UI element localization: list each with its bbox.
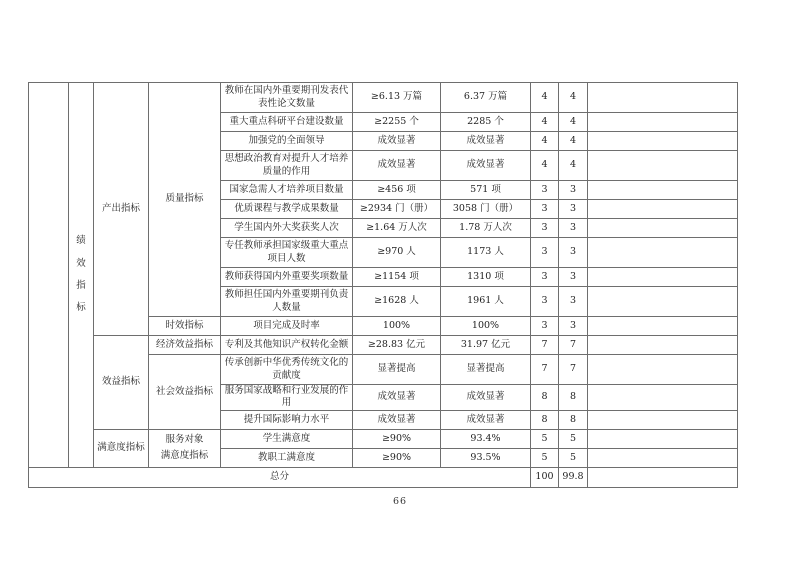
cell-target-value: ≥6.13 万篇	[353, 83, 441, 113]
cell-target-value: ≥2255 个	[353, 113, 441, 132]
table-row	[29, 429, 738, 448]
cell-indicator-name: 国家急需人才培养项目数量	[221, 181, 353, 200]
cell-remark-empty	[588, 429, 738, 448]
cell-remark-empty	[588, 113, 738, 132]
cell-score: 5	[559, 448, 588, 467]
cell-indicator-name: 提升国际影响力水平	[221, 410, 353, 429]
total-row	[29, 467, 738, 487]
cell-indicator-name: 项目完成及时率	[221, 317, 353, 336]
cell-score: 3	[559, 317, 588, 336]
cell-weight: 4	[531, 83, 559, 113]
cell-subgroup-economic: 经济效益指标	[149, 336, 221, 355]
table-row	[29, 83, 738, 113]
cell-score: 4	[559, 132, 588, 151]
cell-subgroup-timeliness: 时效指标	[149, 317, 221, 336]
cell-weight: 7	[531, 336, 559, 355]
cell-score: 3	[559, 238, 588, 268]
cell-indicator-name: 专任教师承担国家级重大重点项目人数	[221, 238, 353, 268]
cell-weight: 5	[531, 429, 559, 448]
cell-score: 8	[559, 410, 588, 429]
cell-subgroup-service-target: 服务对象 满意度指标	[149, 429, 221, 467]
cell-remark-empty	[588, 448, 738, 467]
cell-weight: 8	[531, 385, 559, 411]
cell-weight: 4	[531, 113, 559, 132]
cell-weight: 3	[531, 268, 559, 287]
cell-target-value: 显著提高	[353, 355, 441, 385]
cell-actual-value: 93.4%	[441, 429, 531, 448]
cell-target-value: 成效显著	[353, 132, 441, 151]
cell-actual-value: 2285 个	[441, 113, 531, 132]
cell-indicator-name: 教职工满意度	[221, 448, 353, 467]
cell-score: 7	[559, 355, 588, 385]
cell-score: 3	[559, 200, 588, 219]
cell-actual-value: 93.5%	[441, 448, 531, 467]
cell-actual-value: 显著提高	[441, 355, 531, 385]
cell-remark-empty	[588, 219, 738, 238]
cell-score: 3	[559, 268, 588, 287]
cell-actual-value: 成效显著	[441, 410, 531, 429]
cell-score: 3	[559, 287, 588, 317]
cell-weight: 3	[531, 219, 559, 238]
cell-actual-value: 1173 人	[441, 238, 531, 268]
cell-score: 7	[559, 336, 588, 355]
cell-actual-value: 成效显著	[441, 151, 531, 181]
cell-target-value: ≥28.83 亿元	[353, 336, 441, 355]
cell-target-value: 成效显著	[353, 410, 441, 429]
cell-group-benefit: 效益指标	[94, 336, 149, 430]
cell-remark-empty	[588, 200, 738, 219]
cell-actual-value: 成效显著	[441, 132, 531, 151]
cell-remark-empty	[588, 467, 738, 487]
cell-group-output: 产出指标	[94, 83, 149, 336]
cell-remark-empty	[588, 317, 738, 336]
cell-weight: 3	[531, 181, 559, 200]
cell-weight: 3	[531, 238, 559, 268]
cell-weight: 3	[531, 200, 559, 219]
cell-score: 4	[559, 83, 588, 113]
cell-indicator-name: 思想政治教育对提升人才培养质量的作用	[221, 151, 353, 181]
cell-actual-value: 3058 门（册）	[441, 200, 531, 219]
cell-score: 8	[559, 385, 588, 411]
cell-indicator-name: 服务国家战略和行业发展的作用	[221, 385, 353, 411]
cell-actual-value: 571 项	[441, 181, 531, 200]
cell-actual-value: 成效显著	[441, 385, 531, 411]
cell-total-label: 总分	[29, 467, 531, 487]
cell-target-value: 100%	[353, 317, 441, 336]
cell-weight: 3	[531, 317, 559, 336]
cell-target-value: ≥2934 门（册）	[353, 200, 441, 219]
cell-total-weight: 100	[531, 467, 559, 487]
cell-actual-value: 6.37 万篇	[441, 83, 531, 113]
vertical-label: 绩 效 指 标	[76, 235, 86, 314]
cell-remark-empty	[588, 410, 738, 429]
cell-indicator-name: 加强党的全面领导	[221, 132, 353, 151]
cell-score: 4	[559, 113, 588, 132]
cell-indicator-name: 学生满意度	[221, 429, 353, 448]
cell-target-value: ≥456 项	[353, 181, 441, 200]
cell-weight: 4	[531, 151, 559, 181]
cell-remark-empty	[588, 132, 738, 151]
cell-indicator-name: 教师在国内外重要期刊发表代表性论文数量	[221, 83, 353, 113]
cell-target-value: ≥1.64 万人次	[353, 219, 441, 238]
cell-remark-empty	[588, 238, 738, 268]
cell-indicator-name: 重大重点科研平台建设数量	[221, 113, 353, 132]
cell-weight: 8	[531, 410, 559, 429]
cell-remark-empty	[588, 287, 738, 317]
cell-score: 3	[559, 181, 588, 200]
cell-subgroup-quality: 质量指标	[149, 83, 221, 317]
cell-target-value: ≥90%	[353, 429, 441, 448]
cell-weight: 4	[531, 132, 559, 151]
cell-remark-empty	[588, 336, 738, 355]
cell-remark-empty	[588, 181, 738, 200]
cell-indicator-name: 学生国内外大奖获奖人次	[221, 219, 353, 238]
cell-left-spacer	[29, 83, 69, 468]
cell-total-score: 99.8	[559, 467, 588, 487]
cell-weight: 3	[531, 287, 559, 317]
cell-indicator-name: 专利及其他知识产权转化金额	[221, 336, 353, 355]
cell-remark-empty	[588, 83, 738, 113]
cell-remark-empty	[588, 355, 738, 385]
cell-indicator-name: 优质课程与教学成果数量	[221, 200, 353, 219]
cell-target-value: 成效显著	[353, 385, 441, 411]
cell-target-value: 成效显著	[353, 151, 441, 181]
cell-indicator-name: 教师担任国内外重要期刊负责人数量	[221, 287, 353, 317]
cell-actual-value: 1961 人	[441, 287, 531, 317]
cell-weight: 5	[531, 448, 559, 467]
cell-actual-value: 1310 项	[441, 268, 531, 287]
cell-score: 3	[559, 219, 588, 238]
cell-remark-empty	[588, 151, 738, 181]
cell-target-value: ≥90%	[353, 448, 441, 467]
table-row	[29, 336, 738, 355]
cell-actual-value: 100%	[441, 317, 531, 336]
cell-target-value: ≥970 人	[353, 238, 441, 268]
cell-actual-value: 1.78 万人次	[441, 219, 531, 238]
cell-score: 4	[559, 151, 588, 181]
cell-subgroup-social: 社会效益指标	[149, 355, 221, 430]
cell-target-value: ≥1628 人	[353, 287, 441, 317]
cell-target-value: ≥1154 项	[353, 268, 441, 287]
cell-group-satisfaction: 满意度指标	[94, 429, 149, 467]
cell-weight: 7	[531, 355, 559, 385]
cell-remark-empty	[588, 268, 738, 287]
cell-score: 5	[559, 429, 588, 448]
cell-remark-empty	[588, 385, 738, 411]
cell-level1-performance-indicators	[69, 83, 94, 468]
page-number: 66	[392, 496, 408, 507]
cell-indicator-name: 传承创新中华优秀传统文化的贡献度	[221, 355, 353, 385]
cell-indicator-name: 教师获得国内外重要奖项数量	[221, 268, 353, 287]
performance-indicator-table	[28, 82, 738, 488]
cell-actual-value: 31.97 亿元	[441, 336, 531, 355]
